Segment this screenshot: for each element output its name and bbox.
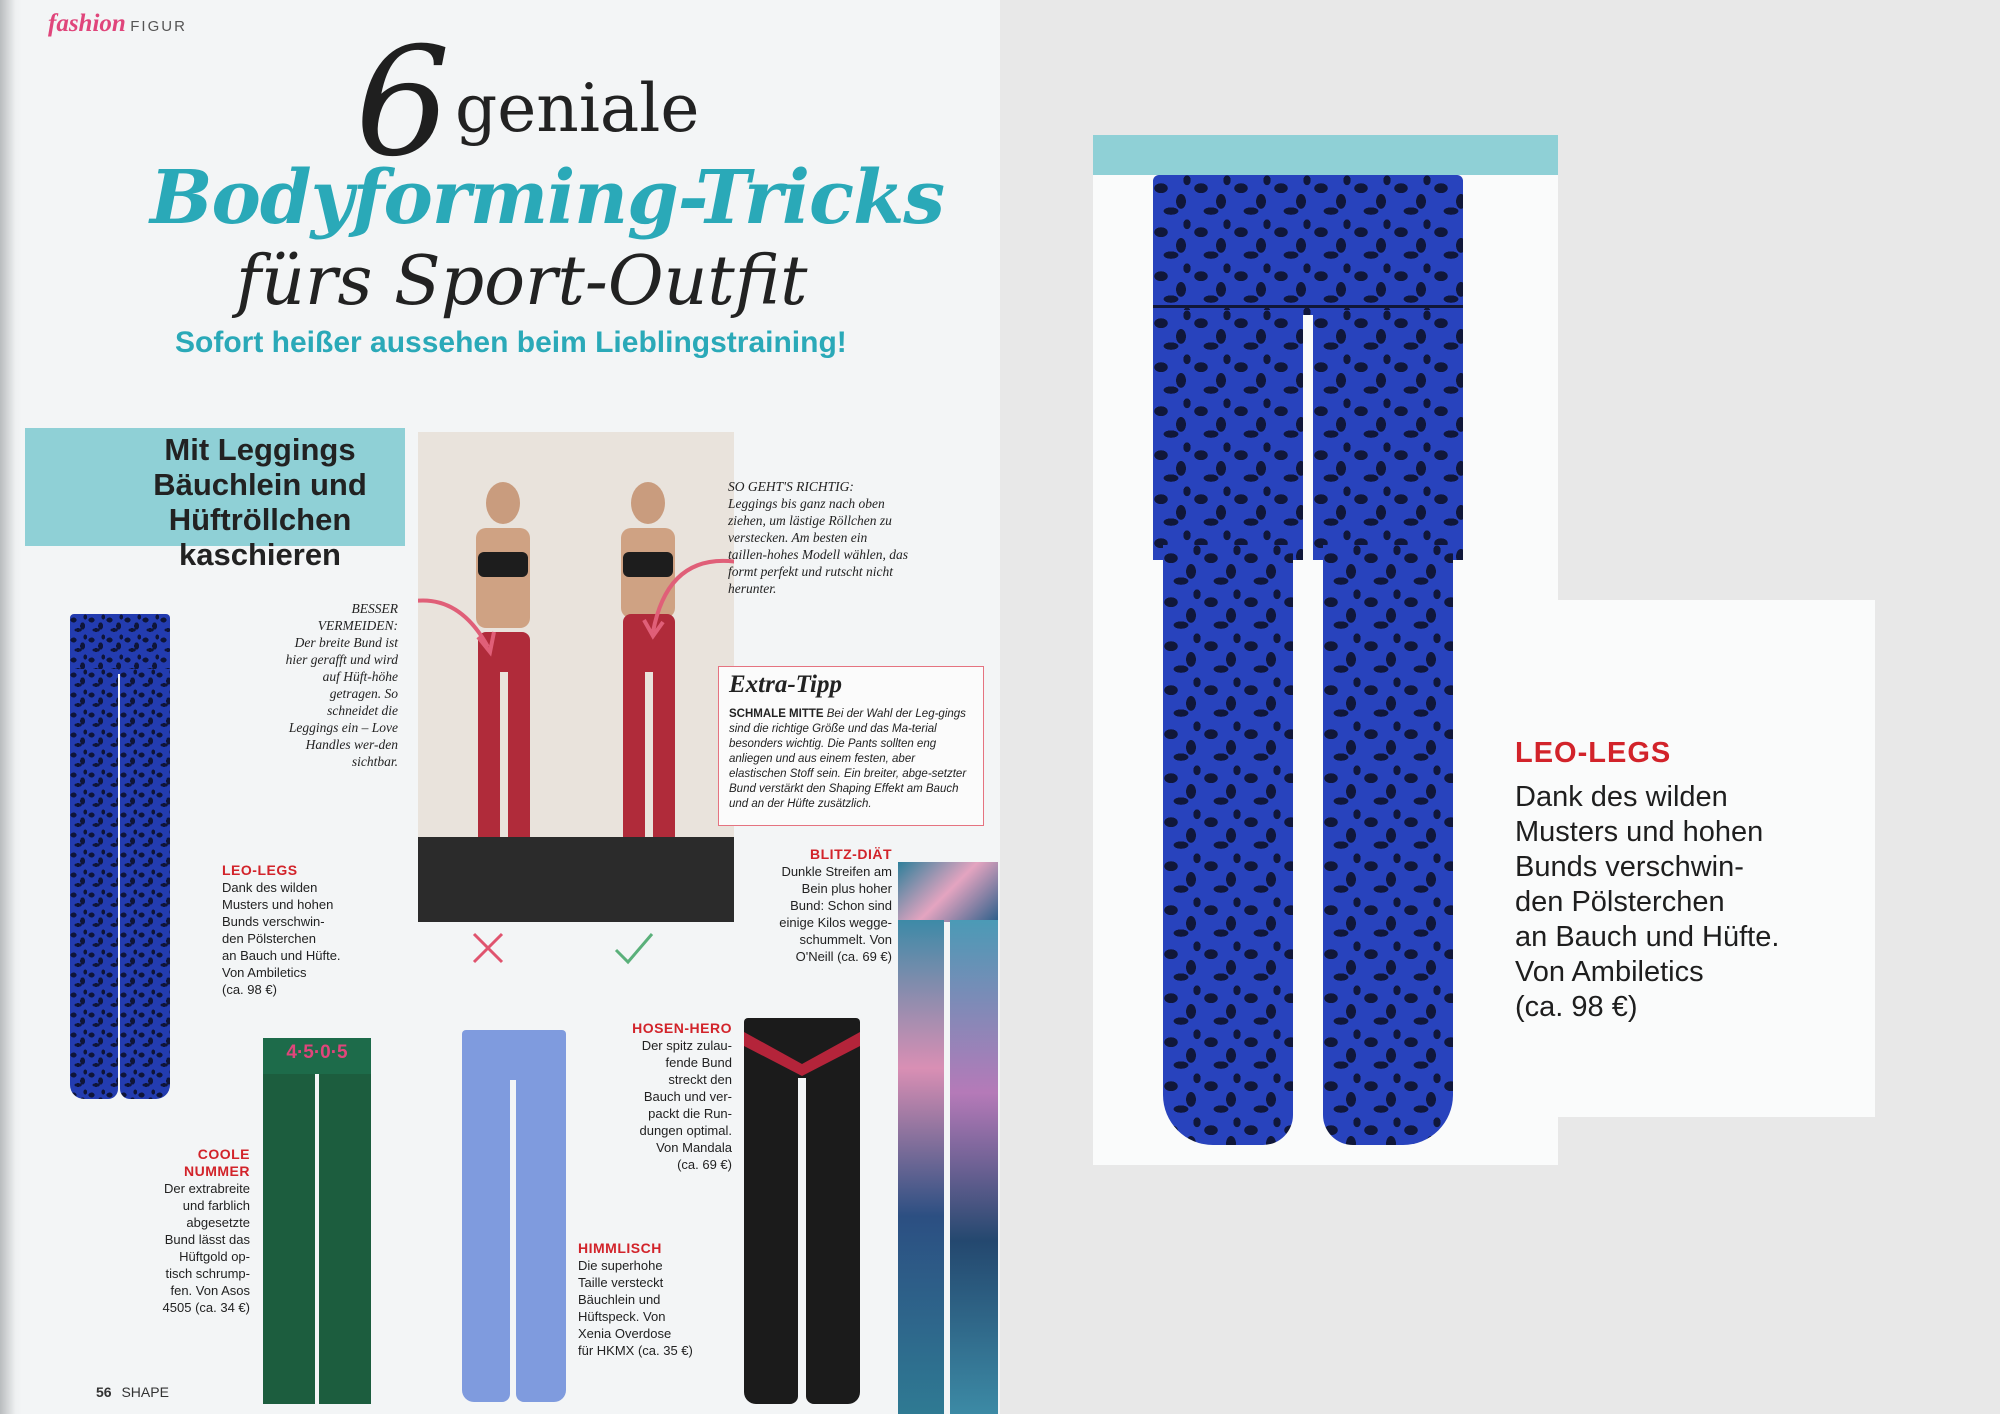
product-blitz-caption xyxy=(742,846,892,965)
caption-line: einige Kilos wegge- xyxy=(779,915,892,930)
caption-line: Taille versteckt xyxy=(578,1275,664,1290)
caption-line: an Bauch und Hüfte. xyxy=(222,948,341,963)
caption-line: Bäuchlein und xyxy=(578,1292,661,1307)
zoom-crop-panel xyxy=(1093,135,1558,1165)
section-title-line: Bäuchlein und xyxy=(153,467,367,502)
cross-mark-icon xyxy=(468,928,508,968)
zoom-legging-image xyxy=(1143,175,1473,1155)
zoom-legging-seam xyxy=(1153,305,1463,308)
section-title-line: Mit Leggings xyxy=(164,432,356,467)
model-photo xyxy=(418,432,734,922)
arrow-icons xyxy=(418,432,734,922)
zoom-caption-line: (ca. 98 €) xyxy=(1515,991,1638,1023)
caption-line: O'Neill (ca. 69 €) xyxy=(795,949,892,964)
extra-tipp-lead: SCHMALE MITTE xyxy=(729,708,824,720)
hosenhero-waistband-icon xyxy=(744,1018,860,1078)
caption-line: Musters und hohen xyxy=(222,897,334,912)
caption-right-text: Leggings bis ganz nach oben ziehen, um lästige Röllchen zu verstecken. Am besten ein taillen-hohes Modell wählen, das formt perfekt und rutscht nicht herunter. xyxy=(728,496,908,596)
zoom-caption-line: an Bauch und Hüfte. xyxy=(1515,921,1780,953)
extra-tipp-body xyxy=(729,707,975,812)
caption-line: Der extrabreite xyxy=(164,1181,250,1196)
caption-line: Xenia Overdose xyxy=(578,1326,672,1341)
zoom-caption-line: Bunds verschwin- xyxy=(1515,851,1744,883)
headline-number: 6 xyxy=(355,16,451,190)
zoom-caption-line: Dank des wilden xyxy=(1515,781,1728,813)
page-footer xyxy=(96,1384,169,1400)
product-coole-label: COOLE NUMMER xyxy=(184,1146,250,1179)
extra-tipp-box xyxy=(718,666,984,826)
product-hosenhero-image xyxy=(738,1018,866,1408)
caption-wrong-title: BESSER VERMEIDEN: xyxy=(317,601,398,633)
product-leo-label: LEO-LEGS xyxy=(222,862,298,878)
zoom-caption-line: den Pölsterchen xyxy=(1515,886,1725,918)
caption-wrong-text: Der breite Bund ist hier gerafft und wird auf Hüft-höhe getragen. So schneidet die Leggings ein – Love Handles wer-den sichtbar. xyxy=(285,635,398,769)
zoom-legging-leg-right xyxy=(1323,545,1453,1145)
product-himmlisch-image xyxy=(456,1030,572,1406)
product-blitz-image xyxy=(898,862,998,1414)
caption-line: fen. Von Asos xyxy=(170,1283,250,1298)
caption-line: für HKMX (ca. 35 €) xyxy=(578,1343,693,1358)
crop-banner-strip xyxy=(1093,135,1558,175)
subtitle: Sofort heißer aussehen beim Lieblingstraining! xyxy=(175,326,847,359)
zoom-legging-hip-left xyxy=(1153,310,1303,560)
caption-line: den Pölsterchen xyxy=(222,931,316,946)
caption-line: fende Bund xyxy=(665,1055,732,1070)
product-coole-caption xyxy=(130,1146,250,1316)
header xyxy=(48,10,187,38)
caption-line: und farblich xyxy=(182,1198,250,1213)
section-title-line: kaschieren xyxy=(179,537,341,572)
product-coole-image xyxy=(255,1038,379,1408)
caption-line: (ca. 98 €) xyxy=(222,982,277,997)
caption-line: Von Ambiletics xyxy=(222,965,307,980)
product-hosenhero-caption xyxy=(604,1020,732,1173)
extra-tipp-text: Bei der Wahl der Leg-gings sind die richtige Größe und das Ma-terial besonders wichtig. Die Pants sollten eng anliegen und aus einem festen, aber elastischen Stoff sein. Ein breiter, abge-setzter Bund verstärkt den Shaping Effekt am Bauch und an der Hüfte zusätzlich. xyxy=(729,708,967,810)
zoom-caption-line: Musters und hohen xyxy=(1515,816,1764,848)
product-himmlisch-caption xyxy=(578,1240,728,1359)
headline-main: Bodyforming-Tricks xyxy=(150,155,945,241)
page-spine xyxy=(0,0,22,1414)
zoom-caption-line: Von Ambiletics xyxy=(1515,956,1704,988)
caption-line: dungen optimal. xyxy=(639,1123,732,1138)
caption-line: Dunkle Streifen am xyxy=(781,864,892,879)
arrow-right-icon xyxy=(653,561,734,632)
product-blitz-label: BLITZ-DIÄT xyxy=(810,846,892,862)
caption-line: Bein plus hoher xyxy=(801,881,892,896)
caption-line: Bund lässt das xyxy=(164,1232,250,1247)
caption-line: packt die Run- xyxy=(648,1106,732,1121)
product-leo-image xyxy=(60,614,180,1104)
waistband-text: 4·5·0·5 xyxy=(286,1042,348,1063)
section-title-line: Hüftröllchen xyxy=(168,502,352,537)
caption-line: Die superhohe xyxy=(578,1258,663,1273)
brand-label: fashion xyxy=(48,10,126,37)
magazine-name: SHAPE xyxy=(121,1384,169,1400)
caption-wrong xyxy=(278,600,398,770)
caption-right-title: SO GEHT'S RICHTIG: xyxy=(728,479,854,494)
zoom-legging-leg-left xyxy=(1163,545,1293,1145)
headline-sub-line: fürs Sport-Outfit xyxy=(236,242,808,321)
page-number: 56 xyxy=(96,1384,112,1400)
caption-line: Bund: Schon sind xyxy=(790,898,892,913)
arrow-left-icon xyxy=(418,600,488,647)
zoom-caption xyxy=(1515,780,1865,1025)
caption-line: schummelt. Von xyxy=(799,932,892,947)
caption-line: Bauch und ver- xyxy=(643,1089,732,1104)
extra-tipp-title: Extra-Tipp xyxy=(729,671,842,698)
product-himmlisch-label: HIMMLISCH xyxy=(578,1240,662,1256)
check-mark-icon xyxy=(612,928,656,968)
product-hosenhero-label: HOSEN-HERO xyxy=(632,1020,732,1036)
caption-line: streckt den xyxy=(668,1072,732,1087)
zoom-legging-waist xyxy=(1153,175,1463,315)
product-leo-caption xyxy=(222,862,402,998)
caption-line: Dank des wilden xyxy=(222,880,318,895)
section-label: FIGUR xyxy=(130,18,187,35)
caption-line: Hüftgold op- xyxy=(179,1249,250,1264)
caption-line: Bunds verschwin- xyxy=(222,914,325,929)
zoom-label: LEO-LEGS xyxy=(1515,737,1672,769)
caption-line: Der spitz zulau- xyxy=(641,1038,732,1053)
caption-right xyxy=(728,478,908,597)
section-title xyxy=(110,432,410,572)
caption-line: Von Mandala xyxy=(656,1140,732,1155)
caption-line: Hüftspeck. Von xyxy=(578,1309,666,1324)
caption-line: tisch schrump- xyxy=(165,1266,250,1281)
caption-line: (ca. 69 €) xyxy=(677,1157,732,1172)
caption-line: abgesetzte xyxy=(186,1215,250,1230)
zoom-legging-hip-right xyxy=(1313,310,1463,560)
caption-line: 4505 (ca. 34 €) xyxy=(162,1300,250,1315)
zoom-text-panel xyxy=(1500,600,1875,1117)
headline-word: geniale xyxy=(455,70,700,147)
